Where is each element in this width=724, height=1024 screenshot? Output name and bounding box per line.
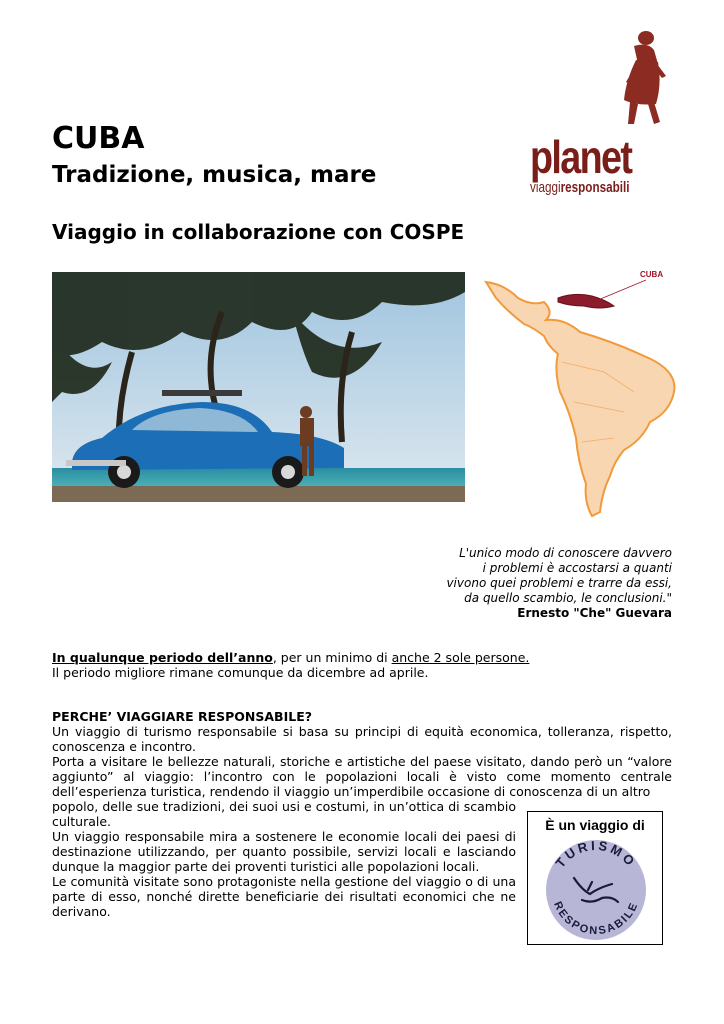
cuba-car-photo xyxy=(52,272,465,502)
map-label-cuba: CUBA xyxy=(640,270,664,279)
why-paragraph-4: Le comunità visitate sono protagoniste nella gestione del viaggio o di una parte di esso, nonché dirette beneficiarie dei risultati economici che ne derivano. xyxy=(52,874,516,919)
period-highlight: In qualunque periodo dell’anno xyxy=(52,650,273,665)
seal-top-text: TURISMO xyxy=(552,838,640,871)
planet-logo xyxy=(526,30,678,196)
quote-line: i problemi è accostarsi a quanti xyxy=(482,561,672,575)
why-heading: PERCHE’ VIAGGIARE RESPONSABILE? xyxy=(52,709,312,724)
travel-period: In qualunque periodo dell’anno, per un minimo di anche 2 sole persone. Il periodo migliore rimane comunque da dicembre ad aprile. xyxy=(52,650,530,680)
logo-tagline: viaggiresponsabili xyxy=(530,179,630,196)
min-persons: anche 2 sole persone. xyxy=(391,650,530,665)
why-paragraph-3: Un viaggio responsabile mira a sostenere le economie locali dei paesi di destinazione utilizzando, per quanto possibile, servizi locali e lasciando dunque la maggior parte dei proventi turistici alle popolazioni locali. xyxy=(52,829,516,874)
quote-author: Ernesto "Che" Guevara xyxy=(517,606,672,620)
responsible-tourism-badge xyxy=(527,811,663,945)
south-america-map xyxy=(474,262,690,522)
why-paragraph-2: Porta a visitare le bellezze naturali, storiche e artistiche del paese visitato, dando però un “valore aggiunto” al viaggio: l’incontro con le popolazioni locali è visto come momento centrale dell’esperienza turistica, rendendo il viaggio un’imperdibile occasione di conoscenza di un altro xyxy=(52,754,672,799)
why-paragraph-1: Un viaggio di turismo responsabile si basa su principi di equità economica, tolleranza, rispetto, conoscenza e incontro. xyxy=(52,724,672,754)
quote-line: da quello scambio, le conclusioni." xyxy=(464,591,672,605)
page-subtitle: Tradizione, musica, mare xyxy=(52,162,377,188)
seal-bottom-text: RESPONSABILE xyxy=(551,899,641,938)
guevara-quote xyxy=(272,546,672,606)
quote-line: vivono quei problemi e trarre da essi, xyxy=(446,576,672,590)
quote-line: L'unico modo di conoscere davvero xyxy=(459,546,672,560)
period-best: Il periodo migliore rimane comunque da dicembre ad aprile. xyxy=(52,665,429,680)
turismo-responsabile-seal-icon xyxy=(542,838,650,942)
page-title: CUBA xyxy=(52,121,145,156)
collaboration-heading: Viaggio in collaborazione con COSPE xyxy=(52,220,465,244)
why-paragraph-2-cont: popolo, delle sue tradizioni, dei suoi usi e costumi, in un’ottica di scambio culturale. xyxy=(52,799,516,829)
logo-wordmark: planet xyxy=(530,131,632,183)
badge-title: È un viaggio di xyxy=(545,817,645,833)
walking-figure-icon xyxy=(526,30,678,134)
